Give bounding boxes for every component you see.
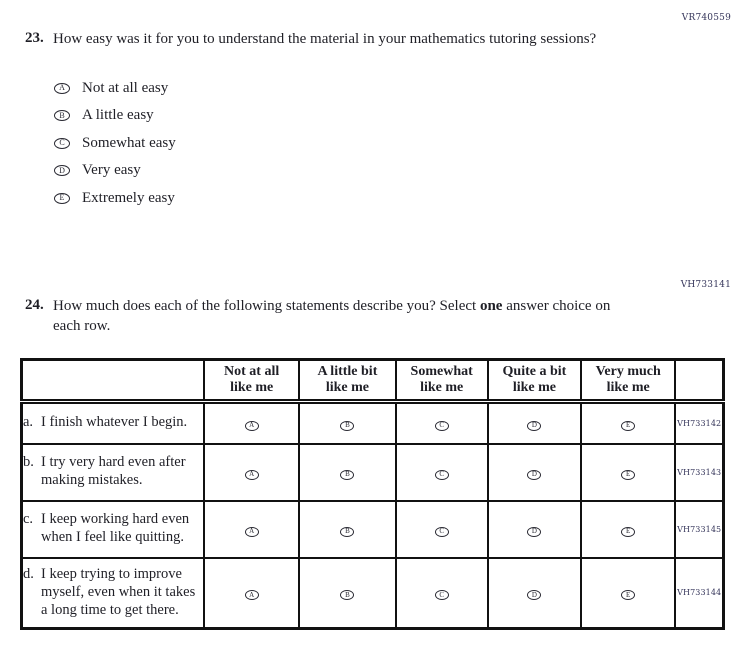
header-code-blank — [675, 360, 723, 402]
row-a-cell-D — [488, 402, 581, 444]
q24-text-before: How much does each of the following statements describe you? Select — [53, 298, 480, 314]
header-a-little-bit — [299, 360, 395, 402]
header-stem-blank — [22, 360, 205, 402]
answer-bubble-a[interactable]: A — [54, 83, 70, 94]
row-b-cell-B — [299, 444, 395, 501]
q24-accession-code: VH733141 — [680, 280, 731, 290]
header-somewhat — [396, 360, 488, 402]
answer-bubble-a[interactable]: A — [245, 470, 259, 480]
header-quite-a-bit — [488, 360, 581, 402]
row-statement: I keep trying to improve myself, even when it takes a long time to get there. — [41, 566, 196, 618]
answer-bubble-e[interactable]: E — [621, 527, 635, 537]
q23-option-c — [54, 134, 176, 152]
row-d-cell-B — [299, 558, 395, 629]
row-b-cell-E — [581, 444, 675, 501]
row-d-cell-A — [204, 558, 299, 629]
q23-option-c-label: Somewhat easy — [82, 134, 176, 151]
header-line: Not at all — [224, 364, 280, 380]
q24-matrix-table — [20, 358, 725, 630]
header-line: A little bit — [317, 364, 378, 380]
row-statement: I keep working hard even when I feel like quitting. — [41, 511, 190, 545]
row-c-cell-A — [204, 501, 299, 558]
header-line: like me — [606, 380, 650, 395]
answer-bubble-a[interactable]: A — [245, 421, 259, 431]
question-24 — [25, 297, 615, 337]
answer-bubble-c[interactable]: C — [435, 527, 449, 537]
row-a-cell-E — [581, 402, 675, 444]
answer-bubble-b[interactable]: B — [340, 470, 354, 480]
answer-bubble-b[interactable]: B — [340, 421, 354, 431]
answer-bubble-c[interactable]: C — [435, 421, 449, 431]
question-23 — [25, 30, 596, 50]
answer-bubble-b[interactable]: B — [54, 110, 70, 121]
table-header-row — [22, 360, 724, 402]
q24-text-bold: one — [479, 298, 503, 314]
header-line: Somewhat — [410, 364, 473, 380]
row-b-cell-A — [204, 444, 299, 501]
row-a-code: VH733142 — [675, 402, 723, 444]
header-not-at-all — [204, 360, 299, 402]
header-line: like me — [325, 380, 369, 395]
row-c-cell-C — [396, 501, 488, 558]
row-letter: c. — [23, 511, 34, 528]
answer-bubble-a[interactable]: A — [245, 590, 259, 600]
q23-option-d — [54, 162, 176, 180]
row-c-cell-B — [299, 501, 395, 558]
q24-text — [53, 297, 615, 337]
row-a-stem — [22, 402, 205, 444]
q23-option-b — [54, 107, 176, 125]
q23-option-d-label: Very easy — [82, 162, 141, 178]
q23-option-b-label: A little easy — [82, 107, 154, 123]
row-d-code: VH733144 — [675, 558, 723, 629]
row-statement: I finish whatever I begin. — [41, 414, 188, 431]
table-row — [22, 558, 724, 629]
answer-bubble-c[interactable]: C — [435, 590, 449, 600]
row-letter: b. — [23, 454, 34, 471]
q23-options — [54, 79, 176, 217]
answer-bubble-a[interactable]: A — [245, 527, 259, 537]
header-line: like me — [230, 380, 274, 395]
header-line: Quite a bit — [502, 364, 567, 380]
q23-option-e-label: Extremely easy — [82, 189, 175, 206]
row-c-code: VH733145 — [675, 501, 723, 558]
header-line: Very much — [595, 364, 661, 380]
row-letter: d. — [23, 566, 34, 583]
row-d-cell-D — [488, 558, 581, 629]
q24-text-after: answer choice on each row. — [53, 298, 611, 334]
answer-bubble-c[interactable]: C — [54, 138, 70, 149]
q23-number: 23. — [25, 30, 44, 46]
q24-number: 24. — [25, 297, 44, 313]
header-line: like me — [420, 380, 464, 395]
answer-bubble-b[interactable]: B — [340, 527, 354, 537]
row-c-stem — [22, 501, 205, 558]
answer-bubble-e[interactable]: E — [621, 470, 635, 480]
row-statement: I try very hard even after making mistakes. — [41, 454, 186, 488]
row-a-cell-B — [299, 402, 395, 444]
row-d-cell-E — [581, 558, 675, 629]
row-letter: a. — [23, 414, 34, 431]
answer-bubble-d[interactable]: D — [527, 421, 541, 431]
answer-bubble-b[interactable]: B — [340, 590, 354, 600]
answer-bubble-d[interactable]: D — [54, 165, 70, 176]
header-very-much — [581, 360, 675, 402]
answer-bubble-e[interactable]: E — [54, 193, 70, 204]
q23-accession-code: VR740559 — [681, 13, 731, 23]
table-row — [22, 402, 724, 444]
answer-bubble-d[interactable]: D — [527, 590, 541, 600]
answer-bubble-d[interactable]: D — [527, 527, 541, 537]
answer-bubble-e[interactable]: E — [621, 421, 635, 431]
row-c-cell-D — [488, 501, 581, 558]
row-b-code: VH733143 — [675, 444, 723, 501]
row-b-stem — [22, 444, 205, 501]
header-line: like me — [512, 380, 556, 395]
row-d-cell-C — [396, 558, 488, 629]
row-b-cell-D — [488, 444, 581, 501]
table-row — [22, 501, 724, 558]
q23-text: How easy was it for you to understand the material in your mathematics tutoring sessions? — [53, 31, 597, 47]
row-a-cell-C — [396, 402, 488, 444]
row-b-cell-C — [396, 444, 488, 501]
row-a-cell-A — [204, 402, 299, 444]
table-row — [22, 444, 724, 501]
answer-bubble-d[interactable]: D — [527, 470, 541, 480]
row-c-cell-E — [581, 501, 675, 558]
q23-option-a-label: Not at all easy — [82, 79, 169, 96]
row-d-stem — [22, 558, 205, 629]
q23-option-e — [54, 189, 176, 207]
answer-bubble-e[interactable]: E — [621, 590, 635, 600]
answer-bubble-c[interactable]: C — [435, 470, 449, 480]
q23-option-a — [54, 79, 176, 97]
